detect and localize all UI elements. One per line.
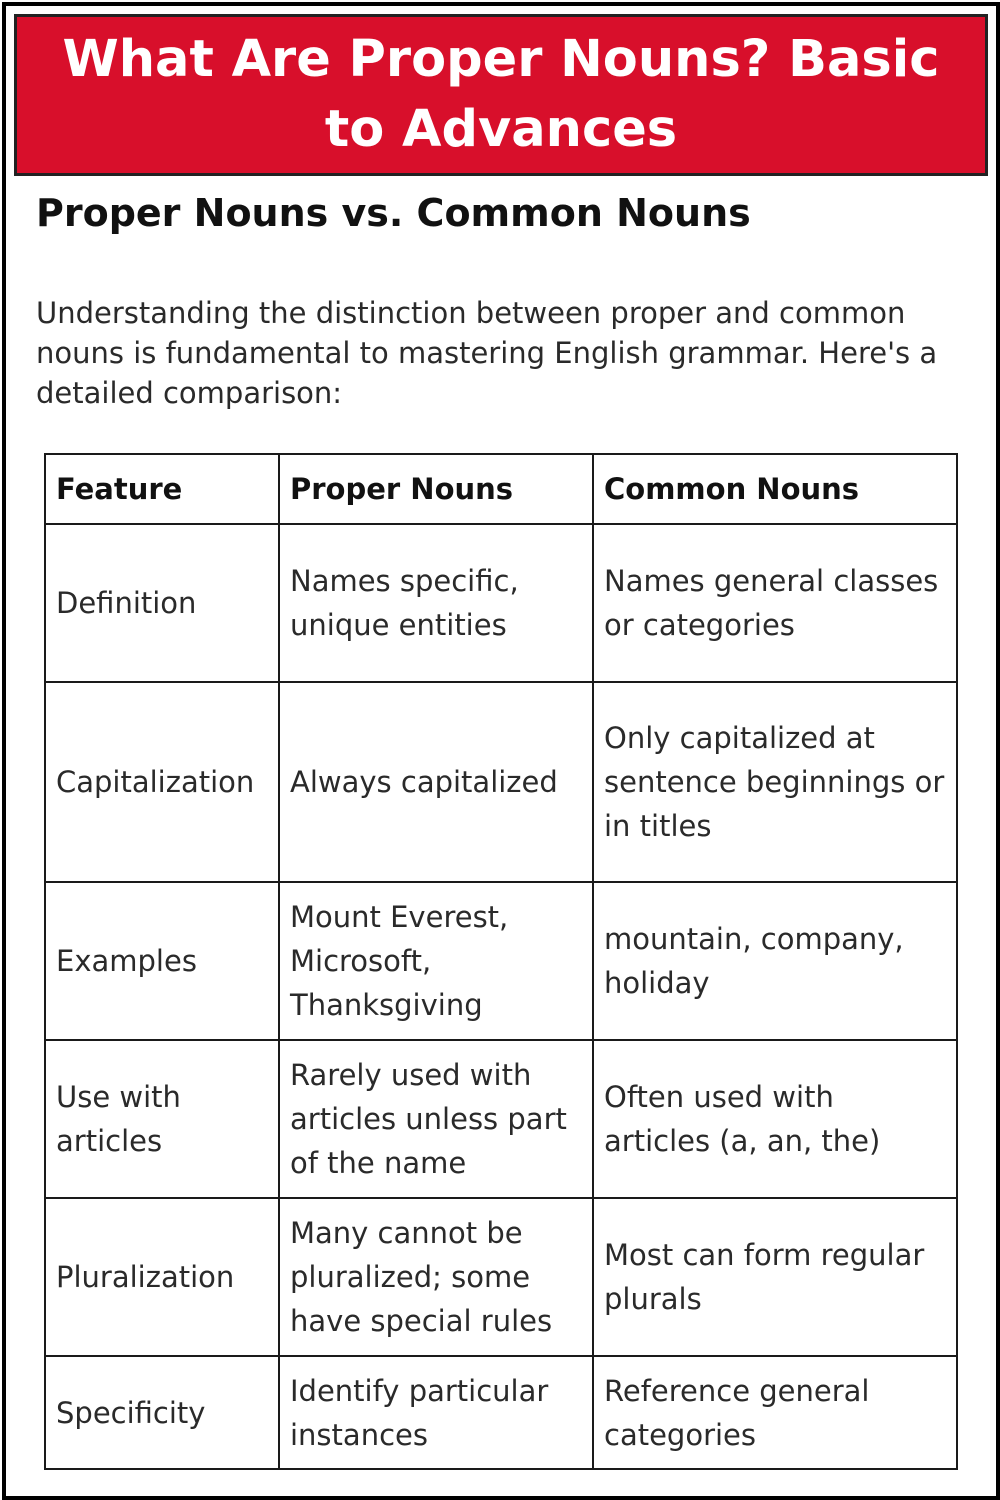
feature-cell: Examples [45, 882, 279, 1040]
proper-noun-cell: Names specific, unique entities [279, 524, 593, 682]
proper-noun-cell: Always capitalized [279, 682, 593, 882]
table-row [45, 1198, 957, 1356]
header-proper-nouns: Proper Nouns [279, 454, 593, 524]
table-row [45, 882, 957, 1040]
proper-noun-cell: Identify particular instances [279, 1356, 593, 1469]
feature-cell: Capitalization [45, 682, 279, 882]
table-header-row [45, 454, 957, 524]
common-noun-cell: Most can form regular plurals [593, 1198, 957, 1356]
table-row [45, 524, 957, 682]
intro-paragraph: Understanding the distinction between proper and common nouns is fundamental to mastering English grammar. Here's a detailed comparison: [36, 296, 938, 410]
comparison-table [44, 453, 958, 1470]
common-noun-cell: Only capitalized at sentence beginnings or in titles [593, 682, 957, 882]
title-banner [14, 14, 988, 176]
common-noun-cell: Names general classes or categories [593, 524, 957, 682]
table-row [45, 1356, 957, 1469]
feature-cell: Use with articles [45, 1040, 279, 1198]
table-row [45, 1040, 957, 1198]
proper-noun-cell: Rarely used with articles unless part of the name [279, 1040, 593, 1198]
feature-cell: Specificity [45, 1356, 279, 1469]
common-noun-cell: mountain, company, holiday [593, 882, 957, 1040]
common-noun-cell: Often used with articles (a, an, the) [593, 1040, 957, 1198]
section-heading: Proper Nouns vs. Common Nouns [36, 191, 751, 235]
header-feature: Feature [45, 454, 279, 524]
header-common-nouns: Common Nouns [593, 454, 957, 524]
common-noun-cell: Reference general categories [593, 1356, 957, 1469]
feature-cell: Pluralization [45, 1198, 279, 1356]
proper-noun-cell: Many cannot be pluralized; some have special rules [279, 1198, 593, 1356]
proper-noun-cell: Mount Everest, Microsoft, Thanksgiving [279, 882, 593, 1040]
table-row [45, 682, 957, 882]
page-title: What Are Proper Nouns? Basic to Advances [62, 30, 940, 159]
feature-cell: Definition [45, 524, 279, 682]
